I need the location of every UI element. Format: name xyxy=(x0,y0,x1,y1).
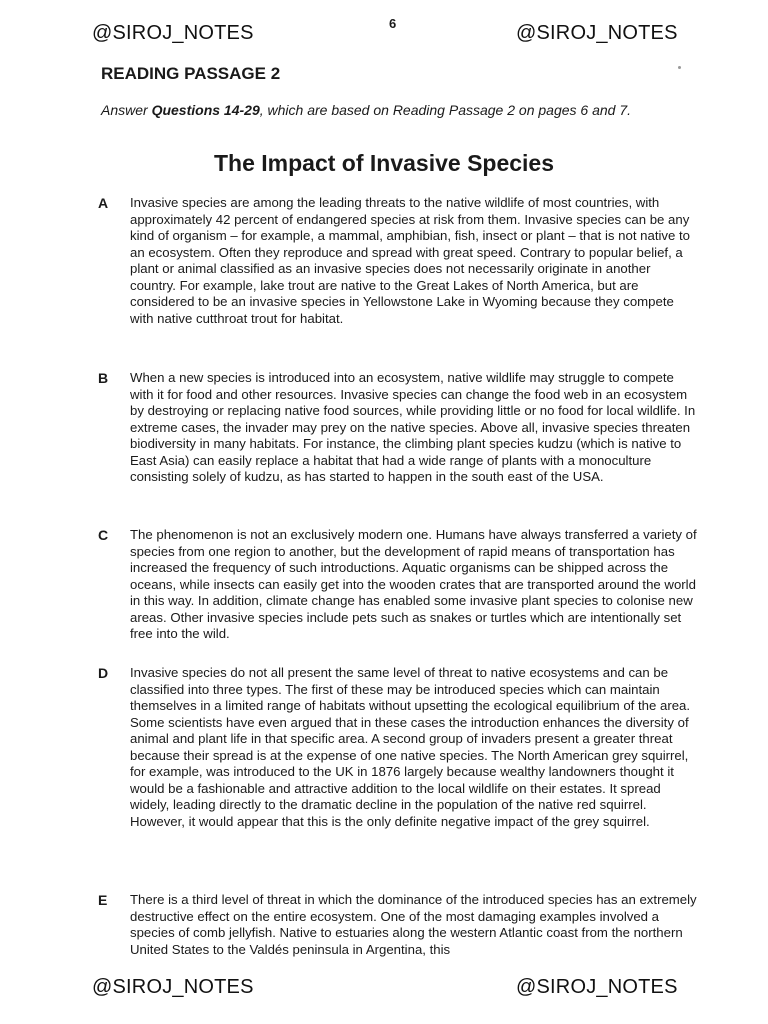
section-title: READING PASSAGE 2 xyxy=(101,64,281,83)
paragraph-text: When a new species is introduced into an ecosystem, native wildlife may struggle to compete with it for food and other resources. Invasive species can change the food web in an ecosystem by destroying or replacing native food sources, while providing little or no food for local wildlife. In extreme cases, the invader may prey on the native species. Above all, invasive species threaten biodiversity in many habitats. For instance, the climbing plant species kudzu (which is native to East Asia) can easily replace a habitat that had a wide range of plants with a monoculture consisting solely of kudzu, as has started to happen in the south east of the USA. xyxy=(130,370,696,484)
paragraph-c xyxy=(98,527,698,643)
paragraph-b xyxy=(98,370,698,486)
paragraph-text: Invasive species are among the leading threats to the native wildlife of most countries, with approximately 42 percent of endangered species at risk from them. Invasive species can be any kind of organism – for example, a mammal, amphibian, fish, insect or plant – that is not native to an ecosystem. Often they reproduce and spread with great speed. Contrary to popular belief, a plant or animal classified as an invasive species does not necessarily originate in another country. For example, lake trout are native to the Great Lakes of North America, but are considered to be an invasive species in Yellowstone Lake in Wyoming because they compete with native cutthroat trout for habitat. xyxy=(130,195,691,326)
instructions-prefix: Answer xyxy=(101,102,152,118)
instructions xyxy=(101,102,631,118)
watermark-bottom-right: @SIROJ_NOTES xyxy=(516,976,678,998)
paragraph-text: Invasive species do not all present the same level of threat to native ecosystems and can be classified into three types. The first of these may be introduced species which can maintain themselves in a limited range of habitats without upsetting the ecological equilibrium of the area. Some scientists have even argued that in these cases the introduction enhances the diversity of animal and plant life in that specific area. A second group of invaders present a greater threat because their spread is at the expense of one native species. The North American grey squirrel, for example, was introduced to the UK in 1876 largely because wealthy landowners thought it would be a fashionable and attractive addition to the local wildlife on their estates. It spread widely, leading directly to the dramatic decline in the population of the native red squirrel. However, it would appear that this is the only definite negative impact of the grey squirrel. xyxy=(130,665,691,829)
paragraph-e xyxy=(98,892,698,958)
paragraph-text: The phenomenon is not an exclusively modern one. Humans have always transferred a variety of species from one region to another, but the development of rapid means of transportation has increased the frequency of such introductions. Aquatic organisms can be shipped across the oceans, while insects can easily get into the wooden crates that are transported around the world in this way. In addition, climate change has enabled some invasive plant species to colonise new areas. Other invasive species include pets such as snakes or turtles which are intentionally set free into the wild. xyxy=(130,527,697,641)
paragraph-letter: B xyxy=(98,370,109,386)
paragraph-d xyxy=(98,665,698,830)
page-number: 6 xyxy=(389,16,397,31)
paragraph-text: There is a third level of threat in which the dominance of the introduced species has an extremely destructive effect on the entire ecosystem. One of the most damaging examples involved a species of comb jellyfish. Native to estuaries along the western Atlantic coast from the northern United States to the Valdés peninsula in Argentina, this xyxy=(130,892,697,957)
paragraph-letter: A xyxy=(98,195,109,211)
passage-title: The Impact of Invasive Species xyxy=(213,150,555,176)
instructions-questions: Questions 14-29 xyxy=(151,102,260,118)
instructions-suffix: , which are based on Reading Passage 2 on pages 6 and 7. xyxy=(259,102,632,118)
paragraph-a xyxy=(98,195,698,327)
stray-mark xyxy=(678,66,681,69)
paragraph-letter: E xyxy=(98,892,108,908)
watermark-bottom-left: @SIROJ_NOTES xyxy=(92,976,254,998)
watermark-top-left: @SIROJ_NOTES xyxy=(92,22,254,44)
paragraph-letter: D xyxy=(98,665,109,681)
paragraph-letter: C xyxy=(98,527,109,543)
watermark-top-right: @SIROJ_NOTES xyxy=(516,22,678,44)
